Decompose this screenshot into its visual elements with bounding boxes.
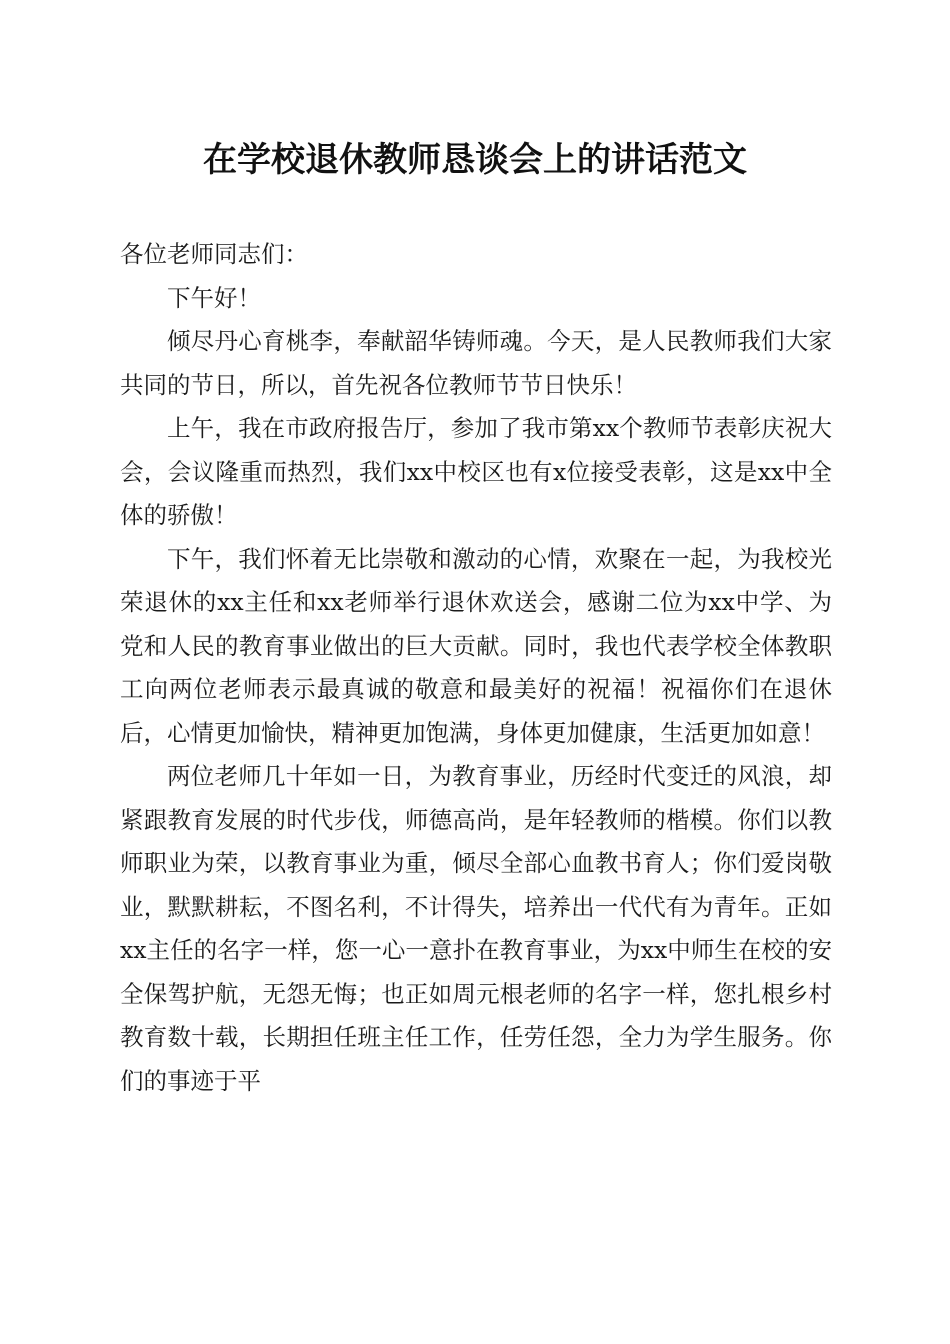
paragraph-greeting: 下午好！: [167, 283, 261, 312]
document-body: [120, 233, 832, 1103]
paragraph-festival: 倾尽丹心育桃李，奉献韶华铸师魂。今天，是人民教师我们大家共同的节日，所以，首先祝各位教师节节日快乐！: [120, 327, 832, 399]
document-title: 在学校退休教师恳谈会上的讲话范文: [203, 140, 747, 180]
paragraph-farewell: 下午，我们怀着无比崇敬和激动的心情，欢聚在一起，为我校光荣退休的xx主任和xx老师举行退休欢送会，感谢二位为xx中学、为党和人民的教育事业做出的巨大贡献。同时，我也代表学校全体教职工向两位老师表示最真诚的敬意和最美好的祝福！祝福你们在退休后，心情更加愉快，精神更加饱满，身体更加健康，生活更加如意！: [120, 544, 832, 747]
paragraph-tribute: 两位老师几十年如一日，为教育事业，历经时代变迁的风浪，却紧跟教育发展的时代步伐，师德高尚，是年轻教师的楷模。你们以教师职业为荣，以教育事业为重，倾尽全部心血教书育人；你们爱岗敬业，默默耕耘，不图名利，不计得失，培养出一代代有为青年。正如xx主任的名字一样，您一心一意扑在教育事业，为xx中师生在校的安全保驾护航，无怨无悔；也正如周元根老师的名字一样，您扎根乡村教育数十载，长期担任班主任工作，任劳任怨，全力为学生服务。你们的事迹于平: [120, 762, 832, 1095]
salutation: 各位老师同志们：: [120, 240, 308, 268]
paragraph-morning-meeting: 上午，我在市政府报告厅，参加了我市第xx个教师节表彰庆祝大会，会议隆重而热烈，我们xx中校区也有x位接受表彰，这是xx中全体的骄傲！: [120, 414, 832, 529]
